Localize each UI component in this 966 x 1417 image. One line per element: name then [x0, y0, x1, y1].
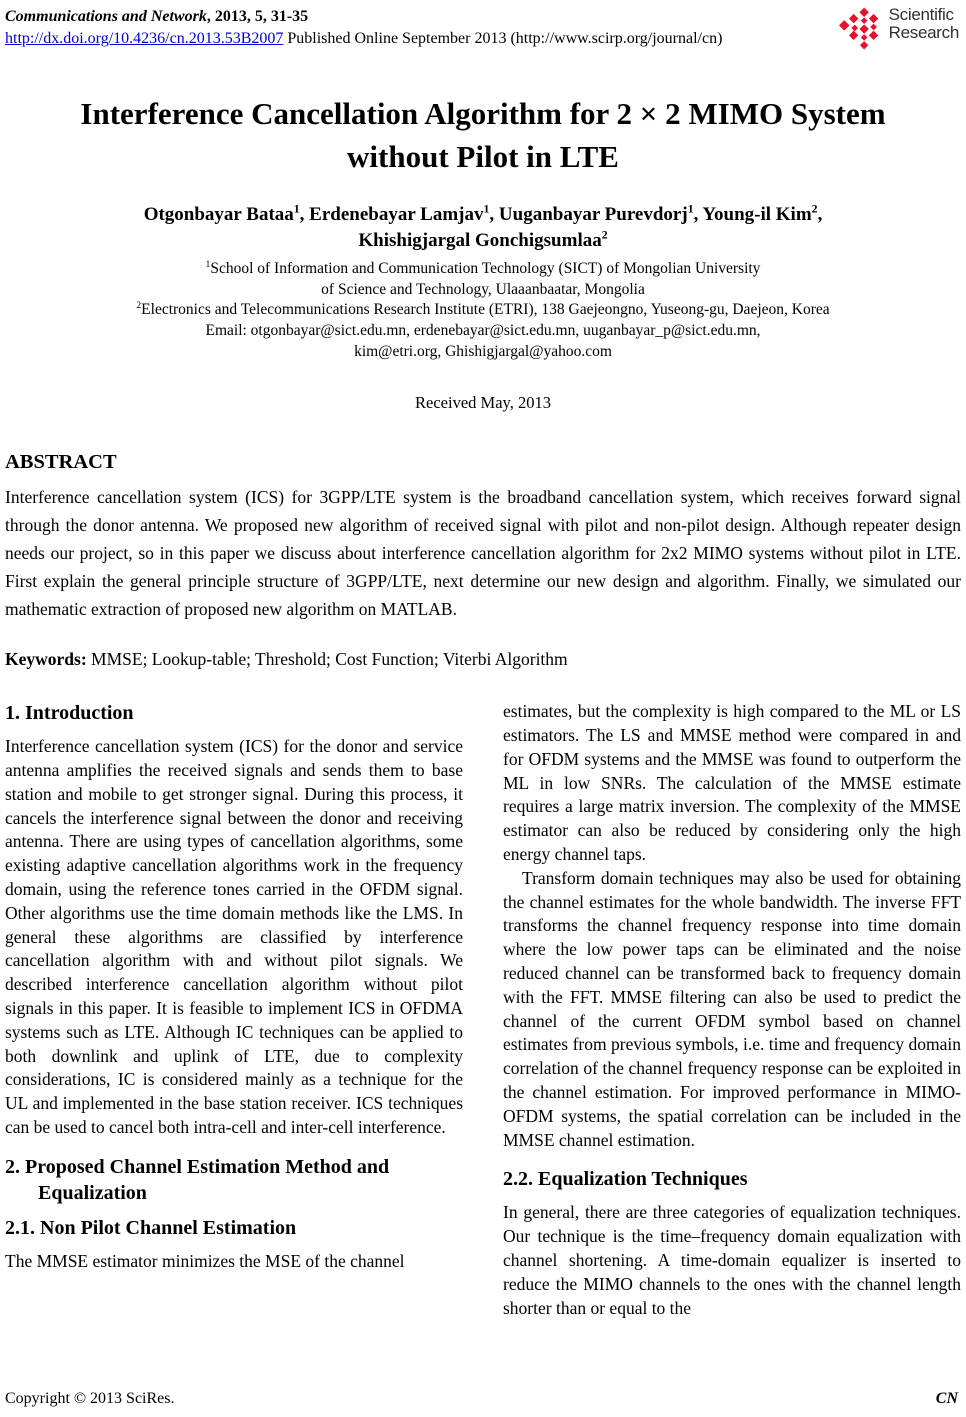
- author-affil-sup: 1: [687, 202, 694, 216]
- authors-line-1: [5, 202, 961, 228]
- affiliation-text: School of Information and Communication Technology (SICT) of Mongolian University: [210, 259, 761, 277]
- journal-citation-line: [5, 6, 722, 28]
- email-text: kim@etri.org, Ghishigjargal@yahoo.com: [354, 343, 612, 361]
- author-separator: ,: [693, 204, 703, 226]
- keywords-text: MMSE; Lookup-table; Threshold; Cost Function; Viterbi Algorithm: [86, 649, 568, 670]
- journal-name: Communications and Network: [5, 8, 207, 25]
- author-separator: ,: [489, 204, 499, 226]
- author-name: Otgonbayar Bataa: [143, 204, 294, 226]
- author-name: Khishigjargal Gonchigsumlaa: [358, 229, 602, 251]
- abstract-text: Interference cancellation system (ICS) for 3GPP/LTE system is the broadband cancellation system, which receives forward signal through the donor antenna. We proposed new algorithm of received signal with pilot and non-pilot design. Although repeater design needs our project, so in this paper we discuss about interference cancellation algorithm for 2x2 MIMO systems without pilot in LTE. First explain the general principle structure of 3GPP/LTE, next determine our new design and algorithm. Finally, we simulated our mathematic extraction of proposed new algorithm on MATLAB.: [5, 487, 961, 620]
- journal-code: CN: [935, 1390, 958, 1407]
- affiliation-text: Electronics and Telecommunications Research Institute (ETRI), 138 Gaejeongno, Yuseong-gu, Daejeon, Korea: [141, 301, 830, 319]
- doi-link[interactable]: http://dx.doi.org/10.4236/cn.2013.53B2007: [5, 30, 284, 48]
- paper-title: Interference Cancellation Algorithm for 2 × 2 MIMO System without Pilot in LTE: [80, 95, 886, 174]
- email-line: [5, 321, 961, 342]
- estimates-paragraph: estimates, but the complexity is high compared to the ML or LS estimators. The LS and MMSE method were compared in and for OFDM systems and the MMSE was found to outperform the ML in low SNRs. The calculation of the MMSE estimate requires a large matrix inversion. The complexity of the MMSE estimator can also be reduced by considering only the high energy channel taps.: [503, 701, 961, 864]
- keywords-label: Keywords:: [5, 649, 87, 670]
- author-separator: ,: [817, 204, 823, 226]
- left-column: [5, 700, 463, 1320]
- authors-line-2: [5, 228, 961, 254]
- section-heading-non-pilot: 2.1. Non Pilot Channel Estimation: [5, 1216, 297, 1239]
- abstract-heading: ABSTRACT: [5, 451, 117, 474]
- published-online-text: Published Online September 2013 (http://www.scirp.org/journal/cn): [283, 30, 723, 48]
- affiliation-text: of Science and Technology, Ulaaanbaatar, Mongolia: [321, 280, 645, 298]
- affiliation-sup: 1: [205, 258, 211, 270]
- logo-text-line1: Scientific: [888, 5, 954, 24]
- page-header: [5, 6, 961, 51]
- section-heading-equalization: 2.2. Equalization Techniques: [503, 1168, 748, 1191]
- section-heading-proposed-method: 2. Proposed Channel Estimation Method and Equalization: [5, 1155, 390, 1204]
- author-name: Uuganbayar Purevdorj: [498, 204, 688, 226]
- two-column-body: [5, 700, 961, 1320]
- author-name: Young-il Kim: [702, 204, 812, 226]
- journal-info: [5, 6, 722, 51]
- author-affil-sup: 2: [811, 202, 818, 216]
- affiliation-sup: 2: [136, 300, 142, 312]
- doi-line: [5, 28, 722, 50]
- author-affil-sup: 1: [483, 202, 490, 216]
- email-text: Email: otgonbayar@sict.edu.mn, erdenebayar@sict.edu.mn, uuganbayar_p@sict.edu.mn,: [205, 322, 761, 340]
- affiliation-line: [5, 300, 961, 321]
- keywords-line: [5, 649, 961, 670]
- received-date: Received May, 2013: [415, 393, 551, 413]
- right-column: [503, 700, 961, 1320]
- scientific-research-logo: [836, 6, 961, 50]
- introduction-paragraph: Interference cancellation system (ICS) for the donor and service antenna amplifies the received signals and sends them to base station and mobile to get stronger signal. During this process, it cancels the interference signal between the donor and receiving antenna. There are using types of cancellation algorithms, some existing adaptive cancellation algorithms work in the frequency domain, using the reference tones carried in the OFDM signal. Other algorithms use the time domain methods like the LMS. In general these algorithms are classified by interference cancellation algorithm with and without pilot signals. We described interference cancellation algorithm without pilot signals in this paper. It is feasible to implement ICS in OFDMA systems such as LTE. Although IC techniques can be applied to both downlink and uplink of LTE, due to complexity considerations, IC is considered mainly as a technique for the UL and implemented in the base station receiver. ICS techniques can be used to cancel both intra-cell and inter-cell interference.: [5, 736, 463, 1137]
- authors-block: [5, 202, 961, 253]
- affiliations-block: [5, 259, 961, 364]
- scirp-diamonds-icon: [836, 6, 886, 50]
- section-heading-introduction: 1. Introduction: [5, 702, 134, 725]
- journal-issue: , 2013, 5, 31-35: [206, 8, 309, 25]
- email-line: [5, 342, 961, 363]
- equalization-paragraph: In general, there are three categories of equalization techniques. Our technique is the time–frequency domain equalization with channel shortening. A time-domain equalizer is inserted to reduce the MIMO channels to the ones with the channel length shorter than or equal to the: [503, 1202, 961, 1318]
- author-separator: ,: [299, 204, 310, 226]
- author-affil-sup: 1: [293, 202, 300, 216]
- author-affil-sup: 2: [601, 228, 608, 242]
- author-name: Erdenebayar Lamjav: [309, 204, 484, 226]
- transform-domain-paragraph: Transform domain techniques may also be used for obtaining the channel estimates for the whole bandwidth. The inverse FFT transforms the channel frequency response into time domain where the low power taps can be eliminated and the noise reduced channel can be transformed back to frequency domain with the FFT. MMSE filtering can also be used to predict the channel of the current OFDM symbol based on channel estimates from previous symbols, i.e. time and frequency domain correlation of the channel frequency response can be exploited in the channel estimation. For improved performance in MIMO-OFDM systems, the spatial correlation can be included in the MMSE channel estimation.: [503, 867, 961, 1150]
- non-pilot-paragraph: The MMSE estimator minimizes the MSE of the channel: [5, 1250, 405, 1271]
- affiliation-line: [5, 259, 961, 280]
- logo-wordmark: [889, 6, 959, 43]
- affiliation-line: [5, 280, 961, 301]
- copyright-notice: Copyright © 2013 SciRes.: [5, 1390, 175, 1407]
- logo-text-line2: Research: [888, 23, 959, 43]
